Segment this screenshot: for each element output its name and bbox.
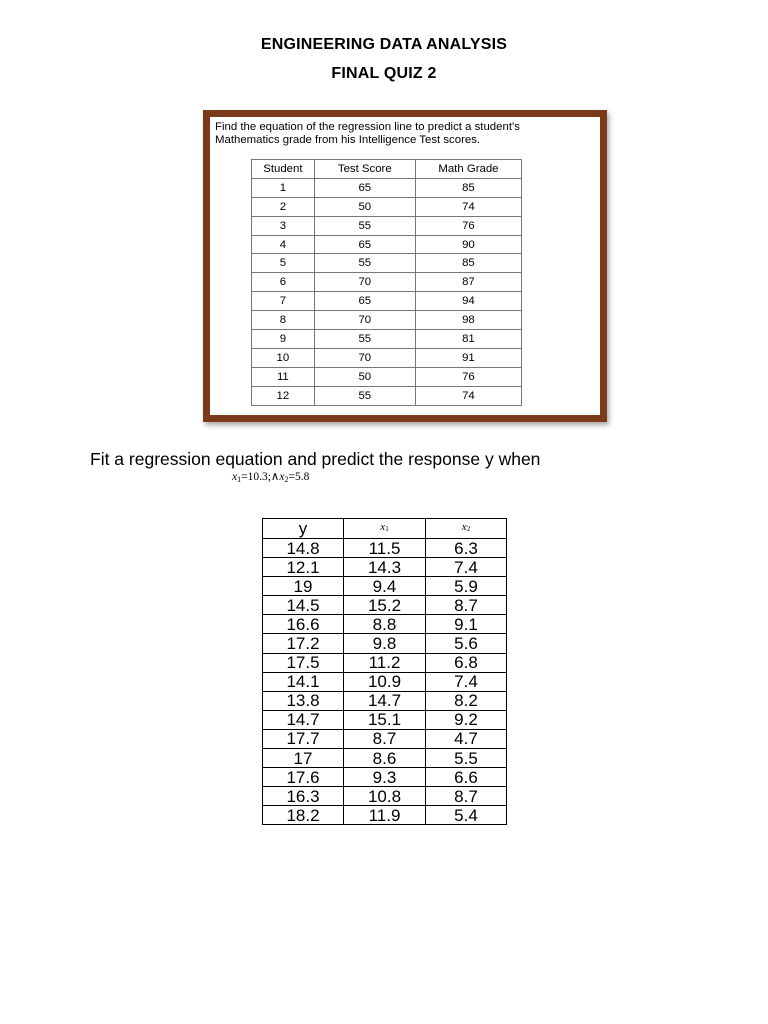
prediction-condition: $x_1=10.3;\wedge x_2=5.8$ — [232, 471, 310, 484]
table-row — [252, 311, 522, 330]
student-cell: 7 — [252, 292, 315, 311]
student-cell: 10 — [252, 348, 315, 367]
x1-cell: 11.9 — [344, 806, 426, 825]
y-cell: 19 — [263, 577, 344, 596]
problem-1-line-2: Mathematics grade from his Intelligence Test scores. — [215, 134, 481, 146]
table-row — [252, 235, 522, 254]
student-cell: 8 — [252, 311, 315, 330]
x1-cell: 15.2 — [344, 596, 426, 615]
y-cell: 17 — [263, 749, 344, 768]
problem-1-text — [215, 121, 600, 147]
math-grade-cell: 98 — [415, 311, 521, 330]
y-cell: 16.3 — [263, 787, 344, 806]
y-cell: 18.2 — [263, 806, 344, 825]
student-scores-table — [251, 159, 522, 406]
table-row — [252, 330, 522, 349]
table-row — [252, 254, 522, 273]
y-cell: 14.8 — [263, 539, 344, 558]
problem-2-instruction: Fit a regression equation and predict the response y when — [90, 449, 541, 469]
table-row — [263, 787, 507, 806]
x2-cell: 5.9 — [426, 577, 507, 596]
table-row — [263, 596, 507, 615]
table-row — [263, 653, 507, 672]
x1-cell: 9.3 — [344, 768, 426, 787]
column-header-x1: $x_1$ — [344, 519, 426, 539]
math-grade-cell: 85 — [415, 178, 521, 197]
x2-cell: 5.4 — [426, 806, 507, 825]
y-cell: 14.7 — [263, 710, 344, 729]
math-grade-cell: 74 — [415, 197, 521, 216]
document-title: ENGINEERING DATA ANALYSIS — [260, 36, 508, 53]
column-header-y: y — [263, 519, 344, 539]
y-cell: 14.1 — [263, 672, 344, 691]
table-row — [263, 710, 507, 729]
x2-cell: 5.5 — [426, 749, 507, 768]
student-cell: 11 — [252, 367, 315, 386]
x2-cell: 8.2 — [426, 691, 507, 710]
student-cell: 5 — [252, 254, 315, 273]
table-row — [263, 672, 507, 691]
table-row — [263, 577, 507, 596]
test-score-cell: 55 — [314, 216, 415, 235]
column-header-student: Student — [252, 160, 315, 179]
x1-cell: 11.2 — [344, 653, 426, 672]
table-header-row — [263, 519, 507, 539]
x2-cell: 8.7 — [426, 596, 507, 615]
test-score-cell: 55 — [314, 330, 415, 349]
student-cell: 4 — [252, 235, 315, 254]
y-cell: 17.2 — [263, 634, 344, 653]
math-grade-cell: 91 — [415, 348, 521, 367]
table-row — [263, 691, 507, 710]
y-cell: 14.5 — [263, 596, 344, 615]
x2-cell: 9.1 — [426, 615, 507, 634]
x2-cell: 4.7 — [426, 729, 507, 748]
column-header-test-score: Test Score — [314, 160, 415, 179]
math-grade-cell: 90 — [415, 235, 521, 254]
math-grade-cell: 76 — [415, 216, 521, 235]
table-row — [252, 178, 522, 197]
column-header-x2: $x_2$ — [426, 519, 507, 539]
table-row — [252, 273, 522, 292]
table-row — [252, 386, 522, 405]
student-cell: 2 — [252, 197, 315, 216]
test-score-cell: 65 — [314, 292, 415, 311]
test-score-cell: 50 — [314, 367, 415, 386]
table-row — [263, 806, 507, 825]
x2-cell: 5.6 — [426, 634, 507, 653]
test-score-cell: 50 — [314, 197, 415, 216]
student-cell: 9 — [252, 330, 315, 349]
x2-cell: 7.4 — [426, 558, 507, 577]
student-cell: 1 — [252, 178, 315, 197]
table-row — [263, 634, 507, 653]
y-cell: 17.5 — [263, 653, 344, 672]
y-cell: 17.7 — [263, 729, 344, 748]
table-row — [263, 729, 507, 748]
x1-cell: 10.8 — [344, 787, 426, 806]
math-grade-cell: 74 — [415, 386, 521, 405]
x1-cell: 8.6 — [344, 749, 426, 768]
student-cell: 3 — [252, 216, 315, 235]
math-grade-cell: 87 — [415, 273, 521, 292]
document-subtitle: FINAL QUIZ 2 — [331, 65, 437, 82]
x2-cell: 7.4 — [426, 672, 507, 691]
x1-cell: 11.5 — [344, 539, 426, 558]
problem-1-line-1: Find the equation of the regression line to predict a student's — [215, 121, 520, 133]
regression-data-table — [262, 518, 507, 825]
table-row — [252, 197, 522, 216]
table-row — [252, 216, 522, 235]
math-grade-cell: 94 — [415, 292, 521, 311]
student-cell: 12 — [252, 386, 315, 405]
x2-cell: 8.7 — [426, 787, 507, 806]
column-header-math-grade: Math Grade — [415, 160, 521, 179]
problem-1-frame — [203, 110, 607, 422]
math-grade-cell: 81 — [415, 330, 521, 349]
test-score-cell: 55 — [314, 254, 415, 273]
table-row — [252, 292, 522, 311]
x2-cell: 6.8 — [426, 653, 507, 672]
x1-cell: 8.7 — [344, 729, 426, 748]
y-cell: 12.1 — [263, 558, 344, 577]
student-cell: 6 — [252, 273, 315, 292]
y-cell: 13.8 — [263, 691, 344, 710]
table-row — [263, 615, 507, 634]
test-score-cell: 65 — [314, 235, 415, 254]
table-row — [252, 367, 522, 386]
x1-cell: 9.4 — [344, 577, 426, 596]
y-cell: 16.6 — [263, 615, 344, 634]
table-row — [263, 749, 507, 768]
x1-cell: 15.1 — [344, 710, 426, 729]
test-score-cell: 70 — [314, 273, 415, 292]
x2-cell: 9.2 — [426, 710, 507, 729]
x1-cell: 8.8 — [344, 615, 426, 634]
x1-cell: 9.8 — [344, 634, 426, 653]
table-row — [263, 539, 507, 558]
math-grade-cell: 85 — [415, 254, 521, 273]
x1-cell: 10.9 — [344, 672, 426, 691]
test-score-cell: 70 — [314, 311, 415, 330]
table-row — [263, 558, 507, 577]
y-cell: 17.6 — [263, 768, 344, 787]
x1-cell: 14.3 — [344, 558, 426, 577]
test-score-cell: 70 — [314, 348, 415, 367]
x2-cell: 6.6 — [426, 768, 507, 787]
table-header-row — [252, 160, 522, 179]
x1-cell: 14.7 — [344, 691, 426, 710]
table-row — [252, 348, 522, 367]
test-score-cell: 55 — [314, 386, 415, 405]
x2-cell: 6.3 — [426, 539, 507, 558]
table-row — [263, 768, 507, 787]
math-grade-cell: 76 — [415, 367, 521, 386]
test-score-cell: 65 — [314, 178, 415, 197]
